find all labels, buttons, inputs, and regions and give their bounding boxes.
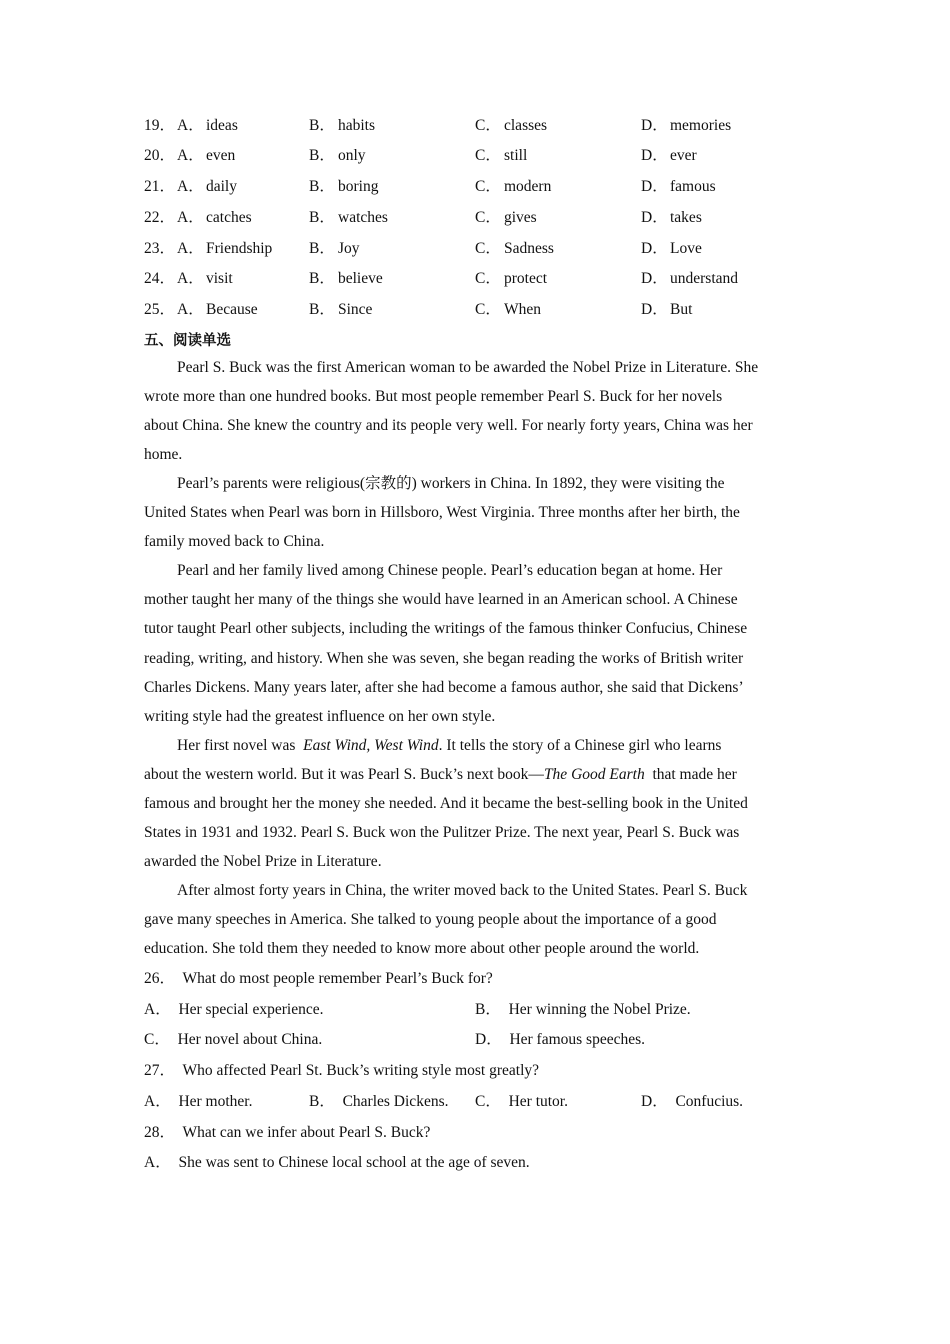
question-stem: 26． What do most people remember Pearl’s Buck for?	[144, 970, 493, 987]
option-d: takes	[670, 209, 702, 226]
option-a: Friendship	[206, 240, 273, 257]
option-label: B．	[309, 270, 335, 287]
question-number: 23．	[144, 240, 176, 257]
answer-option: B． Charles Dickens.	[309, 1093, 449, 1110]
option-label: D．	[641, 270, 668, 287]
answer-option: A． Her mother.	[144, 1093, 253, 1110]
option-c: protect	[504, 270, 548, 287]
option-label: C．	[475, 270, 501, 287]
passage-line: Charles Dickens. Many years later, after she had become a famous author, she said that Dickens’	[144, 678, 744, 696]
option-a: even	[206, 147, 236, 164]
answer-option: C． Her tutor.	[475, 1093, 568, 1110]
passage-line: United States when Pearl was born in Hillsboro, West Virginia. Three months after her birth, the	[144, 504, 740, 522]
option-d: ever	[670, 147, 697, 164]
option-label: C．	[475, 178, 501, 195]
option-b: Joy	[338, 240, 360, 257]
option-c: modern	[504, 178, 552, 195]
option-label: B．	[309, 117, 335, 134]
option-b: watches	[338, 209, 388, 226]
option-label: D．	[641, 209, 668, 226]
book-title: The Good Earth	[543, 765, 645, 783]
answer-option: D． Her famous speeches.	[475, 1031, 646, 1048]
option-label: D．	[641, 117, 668, 134]
option-c: gives	[504, 209, 537, 226]
option-label: A．	[177, 117, 204, 134]
option-a: visit	[206, 270, 233, 287]
question-number: 19．	[144, 117, 176, 134]
option-b: only	[338, 147, 366, 164]
passage-line: Her first novel was East Wind, West Wind. It tells the story of a Chinese girl who learns	[177, 736, 722, 754]
passage-line: tutor taught Pearl other subjects, including the writings of the famous thinker Confucius, Chinese	[144, 620, 748, 638]
option-label: A．	[177, 209, 204, 226]
question-stem: 28． What can we infer about Pearl S. Buck?	[144, 1124, 431, 1141]
passage-line: family moved back to China.	[144, 533, 325, 551]
option-label: C．	[475, 147, 501, 164]
option-b: Since	[338, 301, 373, 318]
option-label: C．	[475, 209, 501, 226]
option-a: catches	[206, 209, 252, 226]
option-label: C．	[475, 240, 501, 257]
passage-line: Pearl and her family lived among Chinese people. Pearl’s education began at home. Her	[177, 562, 723, 580]
passage-line: Pearl’s parents were religious(宗教的) workers in China. In 1892, they were visiting the	[177, 475, 725, 493]
question-number: 22．	[144, 209, 176, 226]
answer-option: B． Her winning the Nobel Prize.	[475, 1001, 691, 1018]
passage-line: wrote more than one hundred books. But most people remember Pearl S. Buck for her novels	[144, 388, 723, 406]
option-c: When	[504, 301, 542, 318]
option-label: A．	[177, 240, 204, 257]
option-c: still	[504, 147, 528, 164]
passage-line: famous and brought her the money she needed. And it became the best-selling book in the United	[144, 794, 748, 812]
option-c: Sadness	[504, 240, 554, 257]
option-b: believe	[338, 270, 383, 287]
option-label: C．	[475, 117, 501, 134]
option-label: D．	[641, 301, 668, 318]
option-a: ideas	[206, 117, 238, 134]
passage-line: writing style had the greatest influence on her own style.	[144, 707, 496, 725]
question-number: 24．	[144, 270, 176, 287]
section-heading: 五、阅读单选	[144, 333, 231, 349]
question-number: 20．	[144, 147, 176, 164]
passage-line: mother taught her many of the things she would have learned in an American school. A Chinese	[144, 591, 738, 609]
option-d: But	[670, 301, 693, 318]
option-label: A．	[177, 147, 204, 164]
answer-option: C． Her novel about China.	[144, 1031, 323, 1048]
option-label: B．	[309, 178, 335, 195]
passage-line: about the western world. But it was Pearl S. Buck’s next book—The Good Earth that made her	[144, 765, 737, 783]
option-a: Because	[206, 301, 258, 318]
passage-line: reading, writing, and history. When she was seven, she began reading the works of British writer	[144, 649, 744, 667]
passage-line: gave many speeches in America. She talked to young people about the importance of a good	[144, 910, 717, 928]
passage-line: awarded the Nobel Prize in Literature.	[144, 852, 382, 870]
option-label: A．	[177, 301, 204, 318]
answer-option: A． Her special experience.	[144, 1001, 324, 1018]
option-a: daily	[206, 178, 237, 195]
passage-line: education. She told them they needed to know more about other people around the world.	[144, 940, 700, 957]
question-number: 25．	[144, 301, 176, 318]
answer-option: D． Confucius.	[641, 1093, 744, 1110]
passage-line: about China. She knew the country and its people very well. For nearly forty years, China was her	[144, 417, 753, 435]
passage-line: home.	[144, 446, 183, 464]
option-b: habits	[338, 117, 376, 134]
option-c: classes	[504, 117, 548, 134]
option-label: B．	[309, 209, 335, 226]
option-label: C．	[475, 301, 501, 318]
answer-option: A． She was sent to Chinese local school at the age of seven.	[144, 1154, 530, 1171]
option-label: B．	[309, 147, 335, 164]
option-label: D．	[641, 240, 668, 257]
passage-line: States in 1931 and 1932. Pearl S. Buck won the Pulitzer Prize. The next year, Pearl S. Buck was	[144, 823, 740, 841]
option-d: famous	[670, 178, 716, 195]
option-label: A．	[177, 270, 204, 287]
option-d: memories	[670, 117, 732, 134]
option-label: D．	[641, 178, 668, 195]
option-label: D．	[641, 147, 668, 164]
option-label: B．	[309, 301, 335, 318]
option-label: A．	[177, 178, 204, 195]
option-label: B．	[309, 240, 335, 257]
option-d: Love	[670, 240, 702, 257]
question-number: 21．	[144, 178, 176, 195]
book-title: East Wind, West Wind	[303, 736, 439, 754]
option-b: boring	[338, 178, 379, 195]
question-stem: 27． Who affected Pearl St. Buck’s writing style most greatly?	[144, 1062, 540, 1079]
passage-line: Pearl S. Buck was the first American woman to be awarded the Nobel Prize in Literature. She	[177, 359, 759, 376]
passage-line: After almost forty years in China, the writer moved back to the United States. Pearl S. Buck	[177, 881, 748, 899]
option-d: understand	[670, 270, 739, 287]
